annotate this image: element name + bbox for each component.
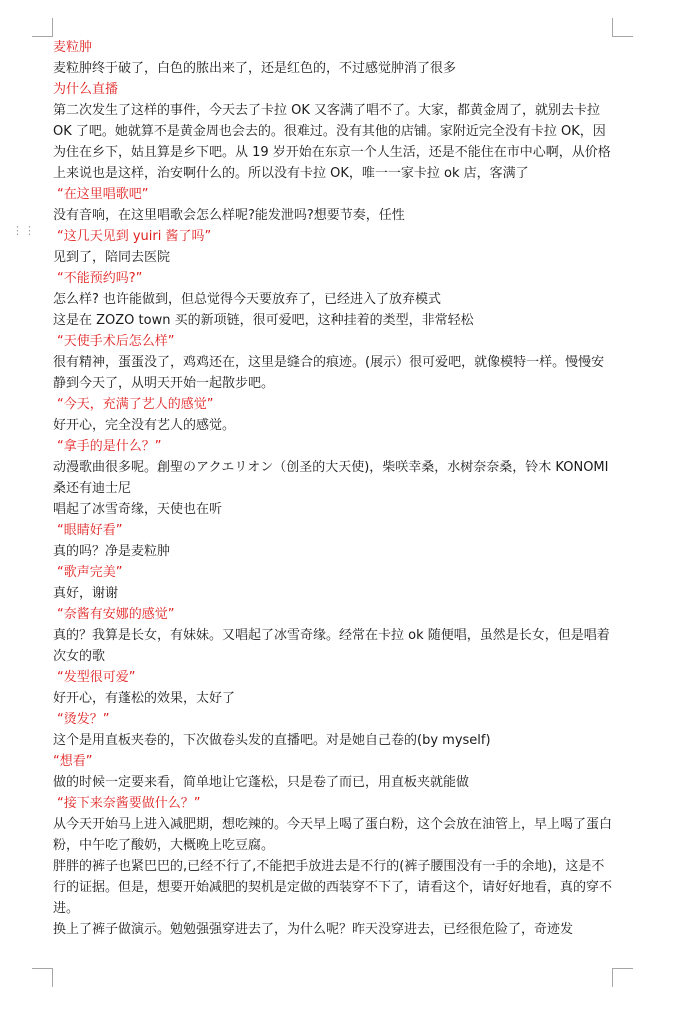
- paragraph: 真的？我算是长女，有妹妹。又唱起了冰雪奇缘。经常在卡拉 ok 随便唱，虽然是长女，但是唱着次女的歌: [53, 628, 610, 664]
- paragraph: 第二次发生了这样的事件，今天去了卡拉 OK 又客满了唱不了。大家，都黄金周了，就别去卡拉 OK 了吧。她就算不是黄金周也会去的。很难过。没有其他的店铺。家附近完全没有卡拉 OK，因为住在乡下，姑且算是乡下吧。从 19 岁开始在东京一个人生活，还是不能住在市中心啊，从价格上来说也是这样，治安啊什么的。所以没有卡拉 OK，唯一一家卡拉 ok 店，客满了: [53, 103, 611, 181]
- document-page[interactable]: [53, 37, 613, 940]
- question-heading: “不能预约吗?”: [57, 271, 143, 286]
- paragraph: 没有音响，在这里唱歌会怎么样呢?能发泄吗?想要节奏，任性: [53, 208, 405, 223]
- paragraph: 从今天开始马上进入减肥期，想吃辣的。今天早上喝了蛋白粉，这个会放在油管上，早上喝了蛋白粉，中午吃了酸奶，大概晚上吃豆腐。: [53, 817, 613, 853]
- question-heading: “想看”: [53, 754, 93, 769]
- paragraph: 这是在 ZOZO town 买的新项链，很可爱吧，这种挂着的类型，非常轻松: [53, 313, 474, 328]
- paragraph: 真好，谢谢: [53, 586, 119, 601]
- question-heading: “这几天见到 yuiri 酱了吗”: [57, 229, 212, 244]
- paragraph: 做的时候一定要来看，简单地让它蓬松，只是卷了而已，用直板夹就能做: [53, 775, 470, 790]
- page-corner-mark-top-right: [612, 18, 633, 37]
- paragraph: 唱起了冰雪奇缘，天使也在听: [53, 502, 223, 517]
- paragraph: 怎么样? 也许能做到，但总觉得今天要放弃了，已经进入了放弃模式: [53, 292, 442, 307]
- section-heading: 麦粒肿: [53, 40, 93, 55]
- section-heading: 为什么直播: [53, 82, 119, 97]
- question-heading: “发型很可爱”: [57, 670, 136, 685]
- paragraph: 麦粒肿终于破了，白色的脓出来了，还是红色的，不过感觉肿消了很多: [53, 61, 457, 76]
- question-heading: “接下来奈酱要做什么？”: [57, 796, 201, 811]
- paragraph-drag-handle-icon[interactable]: ⋮⋮: [12, 224, 36, 237]
- paragraph: 好开心，有蓬松的效果，太好了: [53, 691, 236, 706]
- paragraph: 动漫歌曲很多呢。創聖のアクエリオン（创圣的大天使)，柴咲幸桑，水树奈奈桑，铃木 KONOMI 桑还有迪士尼: [53, 460, 609, 496]
- question-heading: “天使手术后怎么样”: [57, 334, 175, 349]
- question-heading: “在这里唱歌吧”: [57, 187, 149, 202]
- page-corner-mark-top-left: [32, 18, 53, 37]
- paragraph: 胖胖的裤子也紧巴巴的,已经不行了,不能把手放进去是不行的(裤子腰围没有一手的余地)，这是不行的证据。但是，想要开始减肥的契机是定做的西装穿不下了，请看这个，请好好地看，真的穿不进。: [53, 859, 613, 916]
- question-heading: “拿手的是什么？”: [57, 439, 162, 454]
- page-corner-mark-bottom-left: [32, 968, 53, 987]
- page-corner-mark-bottom-right: [612, 968, 633, 987]
- question-heading: “奈酱有安娜的感觉”: [57, 607, 175, 622]
- question-heading: “烫发？”: [57, 712, 110, 727]
- paragraph: 很有精神，蛋蛋没了，鸡鸡还在，这里是缝合的痕迹。(展示）很可爱吧，就像模特一样。慢慢安静到今天了，从明天开始一起散步吧。: [53, 355, 605, 391]
- question-heading: “眼睛好看”: [57, 523, 123, 538]
- paragraph: 真的吗？净是麦粒肿: [53, 544, 171, 559]
- paragraph: 换上了裤子做演示。勉勉强强穿进去了，为什么呢？昨天没穿进去，已经很危险了，奇迹发: [53, 922, 574, 937]
- question-heading: “今天，充满了艺人的感觉”: [57, 397, 214, 412]
- paragraph: 见到了，陪同去医院: [53, 250, 171, 265]
- paragraph: 这个是用直板夹卷的，下次做卷头发的直播吧。对是她自己卷的(by myself): [53, 733, 491, 748]
- question-heading: “歌声完美”: [57, 565, 123, 580]
- paragraph: 好开心，完全没有艺人的感觉。: [53, 418, 236, 433]
